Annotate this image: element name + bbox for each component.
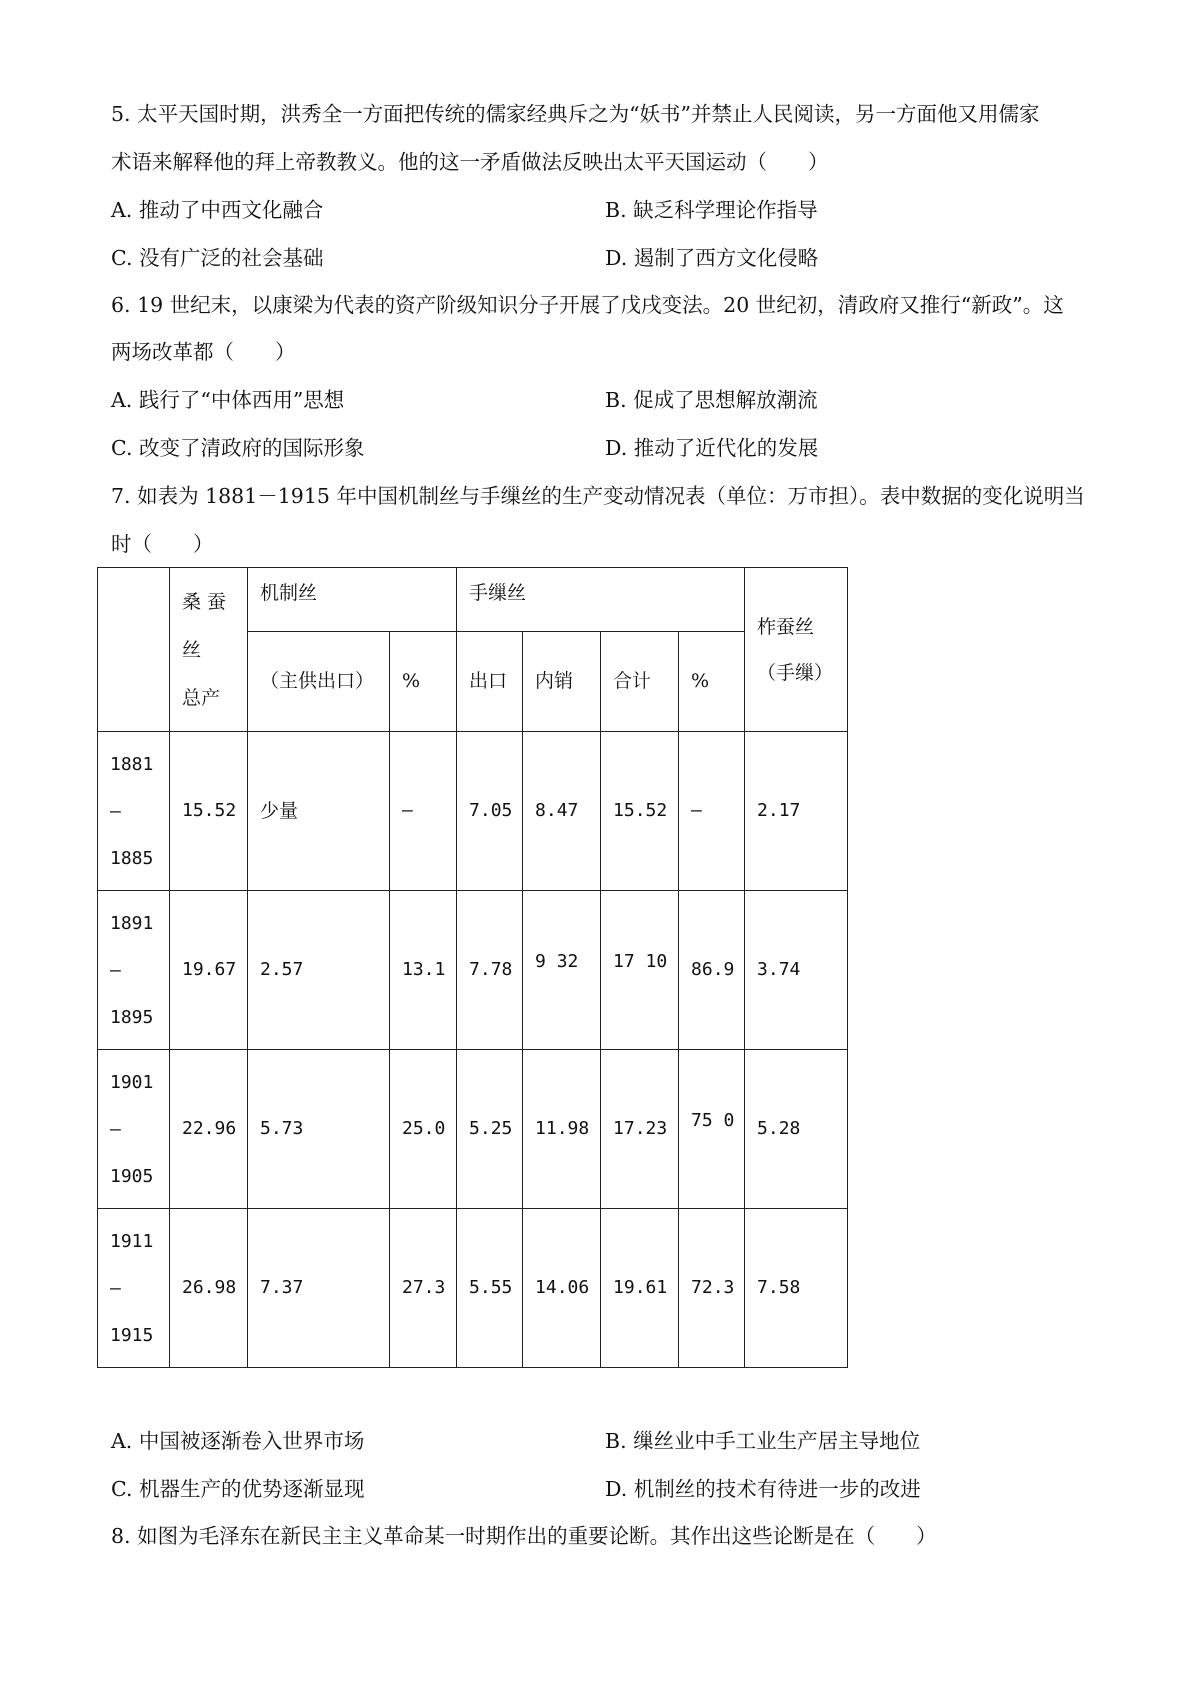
header-empty-corner [98, 568, 170, 732]
period-cell: 1901 — 1905 [98, 1050, 170, 1209]
silk-production-table [97, 567, 848, 1368]
q5-option-d: D. 遏制了西方文化侵略 [605, 246, 819, 270]
total-output-cell: 15.52 [170, 732, 248, 891]
header-hand-total: 合计 [601, 632, 679, 732]
tussah-cell: 2.17 [745, 732, 848, 891]
period-cell: 1891 — 1895 [98, 891, 170, 1050]
hand-domestic-cell: 9 32 [523, 891, 601, 1050]
tussah-cell: 3.74 [745, 891, 848, 1050]
header-machine-silk: 机制丝 [248, 568, 457, 632]
hand-percent-cell: — [679, 732, 745, 891]
header-machine-percent: % [390, 632, 457, 732]
machine-percent-cell: 13.1 [390, 891, 457, 1050]
header-hand-domestic: 内销 [523, 632, 601, 732]
total-output-cell: 26.98 [170, 1209, 248, 1368]
period-cell: 1911 — 1915 [98, 1209, 170, 1368]
total-output-cell: 22.96 [170, 1050, 248, 1209]
q7-stem-line1: 7. 如表为 1881－1915 年中国机制丝与手缫丝的生产变动情况表（单位：万市担）。表中数据的变化说明当 [111, 484, 1085, 508]
q7-option-b: B. 缫丝业中手工业生产居主导地位 [605, 1429, 921, 1453]
header-total-output [170, 568, 248, 732]
hand-domestic-cell: 11.98 [523, 1050, 601, 1209]
machine-percent-cell: 25.0 [390, 1050, 457, 1209]
hand-export-cell: 5.25 [457, 1050, 523, 1209]
header-machine-main-export: （主供出口） [248, 632, 390, 732]
machine-percent-cell: 27.3 [390, 1209, 457, 1368]
q6-option-a: A. 践行了“中体西用”思想 [111, 388, 345, 412]
hand-percent-cell: 86.9 [679, 891, 745, 1050]
q6-option-c: C. 改变了清政府的国际形象 [111, 436, 365, 460]
q6-option-d: D. 推动了近代化的发展 [605, 436, 819, 460]
hand-total-cell: 17 10 [601, 891, 679, 1050]
hand-total-cell: 17.23 [601, 1050, 679, 1209]
q8-stem-line1: 8. 如图为毛泽东在新民主主义革命某一时期作出的重要论断。其作出这些论断是在（ ） [111, 1524, 937, 1548]
table-row [98, 1050, 848, 1209]
q6-option-b: B. 促成了思想解放潮流 [605, 388, 818, 412]
tussah-cell: 7.58 [745, 1209, 848, 1368]
hand-percent-cell: 72.3 [679, 1209, 745, 1368]
hand-export-cell: 7.05 [457, 732, 523, 891]
tussah-cell: 5.28 [745, 1050, 848, 1209]
q5-stem-line1: 5. 太平天国时期，洪秀全一方面把传统的儒家经典斥之为“妖书”并禁止人民阅读，另一方面他又用儒家 [111, 102, 1040, 126]
hand-export-cell: 5.55 [457, 1209, 523, 1368]
header-total-line3: 总产 [182, 687, 221, 709]
machine-silk-cell: 2.57 [248, 891, 390, 1050]
machine-silk-cell: 5.73 [248, 1050, 390, 1209]
period-cell: 1881 — 1885 [98, 732, 170, 891]
table-header-row-1 [98, 568, 848, 632]
q7-stem-line2: 时（ ） [111, 532, 214, 556]
machine-percent-cell: — [390, 732, 457, 891]
header-tussah-line2: （手缫） [757, 661, 834, 684]
header-total-line2: 丝 [182, 639, 202, 661]
hand-domestic-cell: 8.47 [523, 732, 601, 891]
header-hand-export: 出口 [457, 632, 523, 732]
hand-export-cell: 7.78 [457, 891, 523, 1050]
header-total-line1: 桑 蚕 [182, 591, 227, 613]
hand-percent-cell: 75 0 [679, 1050, 745, 1209]
q5-stem-line2: 术语来解释他的拜上帝教教义。他的这一矛盾做法反映出太平天国运动（ ） [111, 150, 829, 174]
table-row [98, 891, 848, 1050]
table-row [98, 732, 848, 891]
total-output-cell: 19.67 [170, 891, 248, 1050]
header-tussah-line1: 柞蚕丝 [757, 615, 815, 638]
q5-option-a: A. 推动了中西文化融合 [111, 198, 324, 222]
machine-silk-cell: 7.37 [248, 1209, 390, 1368]
hand-domestic-cell: 14.06 [523, 1209, 601, 1368]
q7-option-c: C. 机器生产的优势逐渐显现 [111, 1477, 365, 1501]
machine-silk-cell: 少量 [248, 732, 390, 891]
hand-total-cell: 19.61 [601, 1209, 679, 1368]
q7-option-d: D. 机制丝的技术有待进一步的改进 [605, 1477, 921, 1501]
header-hand-percent: % [679, 632, 745, 732]
q7-option-a: A. 中国被逐渐卷入世界市场 [111, 1429, 365, 1453]
q6-stem-line1: 6. 19 世纪末，以康梁为代表的资产阶级知识分子开展了戊戌变法。20 世纪初，清政府又推行“新政”。这 [111, 293, 1064, 317]
hand-total-cell: 15.52 [601, 732, 679, 891]
header-hand-silk: 手缫丝 [457, 568, 745, 632]
q6-stem-line2: 两场改革都（ ） [111, 340, 296, 364]
q5-option-b: B. 缺乏科学理论作指导 [605, 198, 818, 222]
table-row [98, 1209, 848, 1368]
header-tussah-silk [745, 568, 848, 732]
q5-option-c: C. 没有广泛的社会基础 [111, 246, 324, 270]
